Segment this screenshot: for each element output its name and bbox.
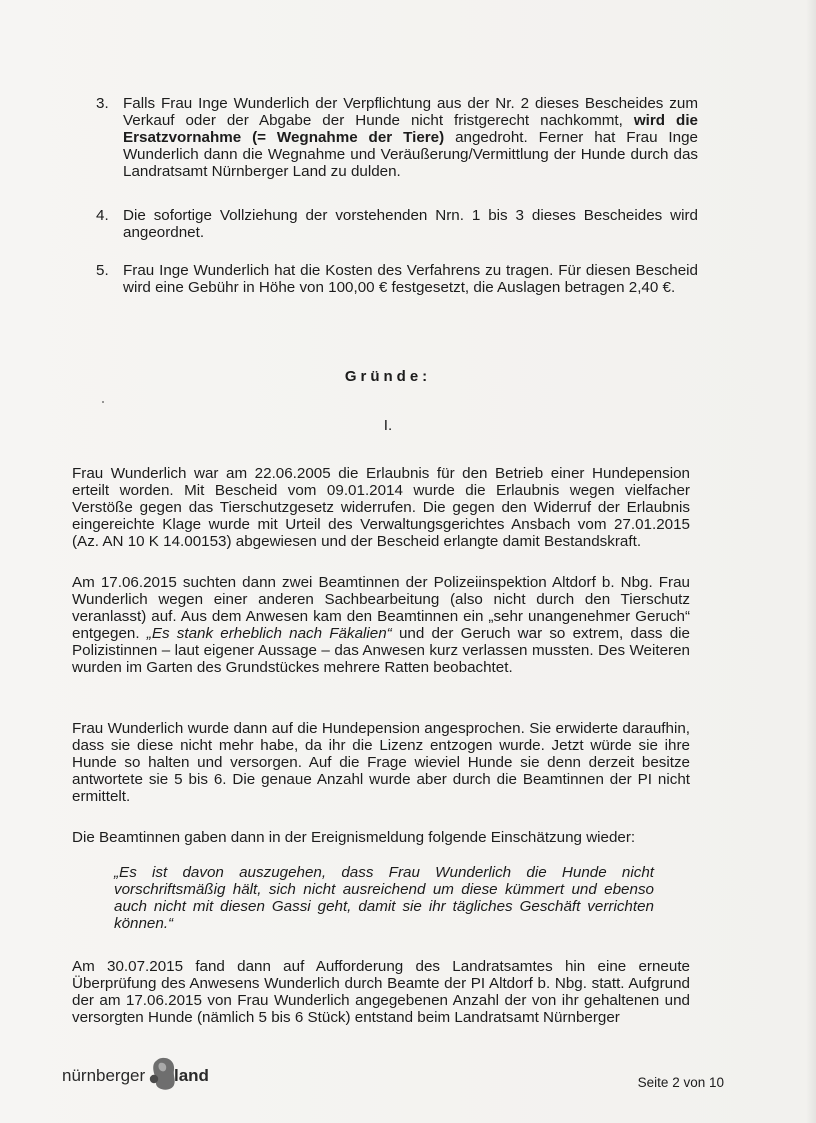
paragraph-text: und der Geruch war so extrem, dass die Polizistinnen – laut eigener Aussage – das Anwesen kurz verlassen mussten. Des Weiteren wurden im Garten des Grundstückes mehrere Ratten beobachtet. [72,625,690,676]
list-item-3 [96,95,698,180]
page-edge-shadow [806,0,816,1123]
list-item-4 [96,207,698,241]
item-text: Die sofortige Vollziehung der vorstehenden Nrn. 1 bis 3 dieses Bescheides wird angeordnet. [123,207,698,241]
item-text-bold: wird die Ersatzvornahme (= Wegnahme der Tiere) [123,112,698,146]
paragraph-2 [72,574,690,676]
item-number: 5. [96,262,109,279]
paragraph-4 [72,829,690,846]
scan-speck [102,401,104,403]
paragraph-text: Frau Wunderlich war am 22.06.2005 die Erlaubnis für den Betrieb einer Hundepension erteilt worden. Mit Bescheid vom 09.01.2014 wurde die Erlaubnis wegen vielfacher Verstöße gegen das Tierschutzgesetz widerrufen. Die gegen den Widerruf der Erlaubnis eingereichte Klage wurde mit Urteil des Verwaltungsgerichtes Ansbach vom 27.01.2015 (Az. AN 10 K 14.00153) abgewiesen und der Bescheid erlangte damit Bestandskraft. [72,465,690,550]
paragraph-italic: „Es stank erheblich nach Fäkalien“ [146,625,392,642]
item-text-segment: Falls Frau Inge Wunderlich der Verpflichtung aus der Nr. 2 dieses Bescheides zum Verkauf oder der Abgabe der Hunde nicht fristgerecht nachkommt, [123,95,698,129]
logo-text-left: nürnberger [62,1066,146,1085]
list-item-5 [96,262,698,296]
footer-logo [62,1056,232,1092]
item-number: 4. [96,207,109,224]
paragraph-text: Am 17.06.2015 suchten dann zwei Beamtinnen der Polizeiinspektion Altdorf b. Nbg. Frau Wunderlich wegen einer anderen Sachbearbeitung (also nicht durch den Tierschutz veranlasst) auf. Aus dem Anwesen kam den Beamtinnen ein „sehr unangenehmer Geruch“ entgegen. [72,574,690,642]
logo-text-right: land [174,1066,209,1085]
section-heading: Gründe: [344,368,432,385]
paragraph-3 [72,720,690,805]
item-number: 3. [96,95,109,112]
paragraph-text: Die Beamtinnen gaben dann in der Ereignismeldung folgende Einschätzung wieder: [72,829,636,846]
paragraph-1 [72,465,690,550]
item-text [123,95,698,180]
quote-block: „Es ist davon auszugehen, dass Frau Wunderlich die Hunde nicht vorschriftsmäßig hält, sich nicht ausreichend um diese kümmert und ebenso auch nicht mit diesen Gassi geht, damit sie ihr tägliches Geschäft verrichten können.“ [114,864,654,932]
page-number: Seite 2 von 10 [637,1075,724,1090]
item-text: Frau Inge Wunderlich hat die Kosten des Verfahrens zu tragen. Für diesen Bescheid wird eine Gebühr in Höhe von 100,00 € festgesetzt, die Auslagen betragen 2,40 €. [123,262,698,296]
paragraph-5: Am 30.07.2015 fand dann auf Aufforderung des Landratsamtes hin eine erneute Überprüfung des Anwesens Wunderlich durch Beamte der PI Altdorf b. Nbg. statt. Aufgrund der am 17.06.2015 von Frau Wunderlich angegebenen Anzahl der von ihr gehaltenen und versorgten Hunde (nämlich 5 bis 6 Stück) entstand beim Landratsamt Nürnberger [72,958,690,1026]
paragraph-text: Frau Wunderlich wurde dann auf die Hundepension angesprochen. Sie erwiderte daraufhin, dass sie diese nicht mehr habe, da ihr die Lizenz entzogen wurde. Jetzt würde sie ihre Hunde so halten und versorgen. Auf die Frage wieviel Hunde sie denn derzeit besitze antwortete sie 5 bis 6. Die genaue Anzahl wurde aber durch die Beamtinnen der PI nicht ermittelt. [72,720,690,805]
section-numeral: I. [383,417,393,434]
item-text-segment: angedroht. Ferner hat Frau Inge Wunderlich dann die Wegnahme und Veräußerung/Vermittlung der Hunde durch das Landratsamt Nürnberger Land zu dulden. [123,129,698,180]
